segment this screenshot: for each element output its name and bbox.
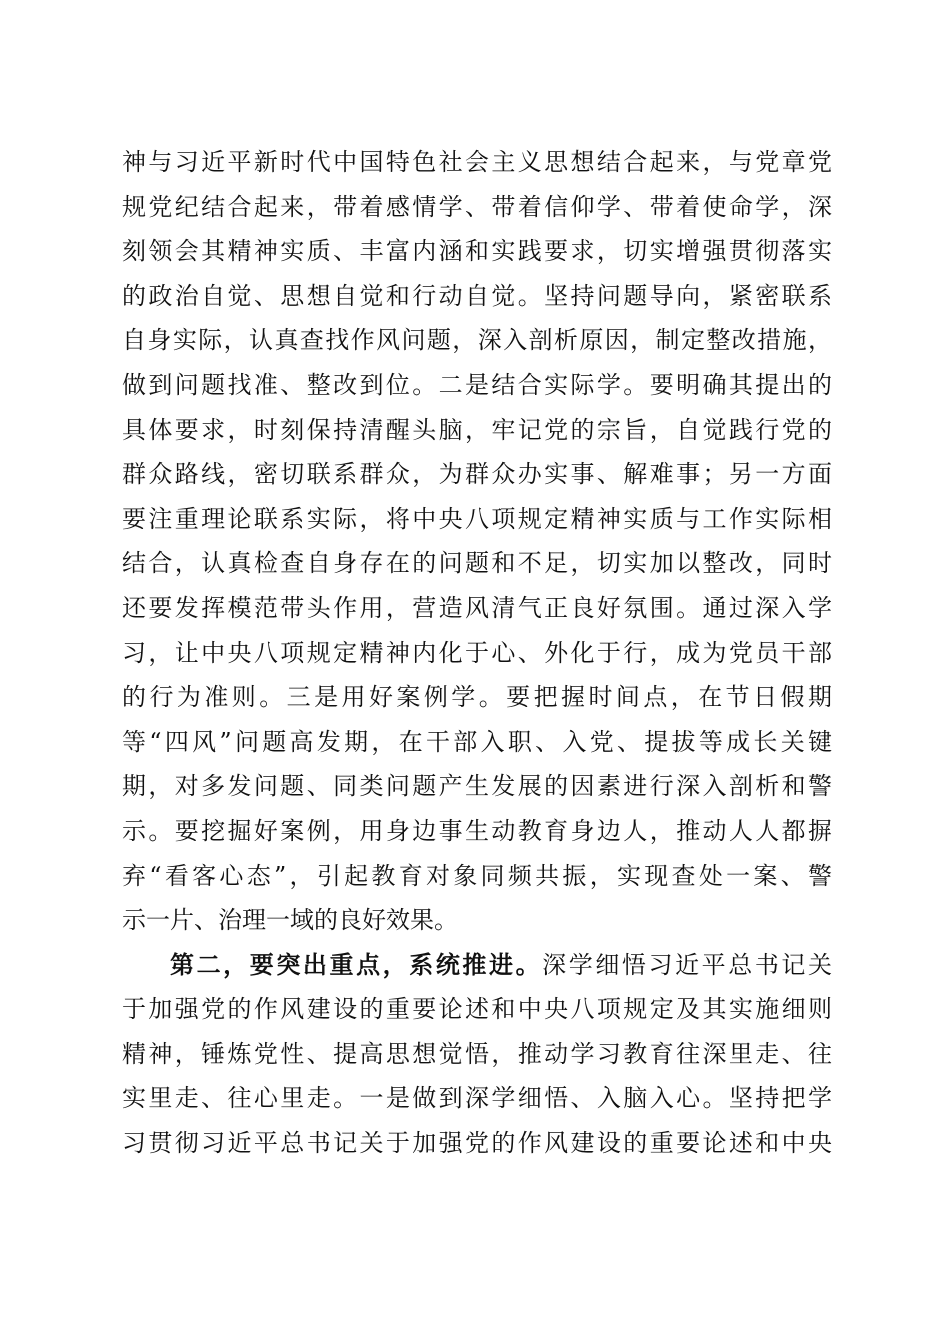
text-line: 自身实际，认真查找作风问题，深入剖析原因，制定整改措施， xyxy=(122,326,832,355)
paragraph-2-first-rest: 深学细悟习近平总书记关 xyxy=(542,950,833,979)
text-line: 的行为准则。三是用好案例学。要把握时间点，在节日假期 xyxy=(122,683,832,712)
text-line: 具体要求，时刻保持清醒头脑，牢记党的宗旨，自觉践行党的 xyxy=(122,415,832,444)
text-line: 于加强党的作风建设的重要论述和中央八项规定及其实施细则 xyxy=(122,995,832,1024)
text-line: 期，对多发问题、同类问题产生发展的因素进行深入剖析和警 xyxy=(122,772,832,801)
paragraph-end-line: 示一片、治理一域的良好效果。 xyxy=(122,906,458,935)
paragraph-2-heading: 第二，要突出重点，系统推进。 xyxy=(170,949,543,979)
text-line: 精神，锤炼党性、提高思想觉悟，推动学习教育往深里走、往 xyxy=(122,1039,832,1068)
text-line: 群众路线，密切联系群众，为群众办实事、解难事；另一方面 xyxy=(122,460,832,489)
text-line: 神与习近平新时代中国特色社会主义思想结合起来，与党章党 xyxy=(122,148,832,176)
text-line: 的政治自觉、思想自觉和行动自觉。坚持问题导向，紧密联系 xyxy=(122,281,832,310)
text-line: 做到问题找准、整改到位。二是结合实际学。要明确其提出的 xyxy=(122,370,832,399)
text-line: 弃“看客心态”，引起教育对象同频共振，实现查处一案、警 xyxy=(122,861,832,890)
text-line: 还要发挥模范带头作用，营造风清气正良好氛围。通过深入学 xyxy=(122,593,832,622)
paragraph-2-first-line xyxy=(122,943,832,988)
text-line: 结合，认真检查自身存在的问题和不足，切实加以整改，同时 xyxy=(122,549,832,578)
text-line: 要注重理论联系实际，将中央八项规定精神实质与工作实际相 xyxy=(122,504,832,533)
text-line: 习贯彻习近平总书记关于加强党的作风建设的重要论述和中央 xyxy=(122,1129,832,1158)
text-line: 规党纪结合起来，带着感情学、带着信仰学、带着使命学，深 xyxy=(122,192,832,221)
text-line: 刻领会其精神实质、丰富内涵和实践要求，切实增强贯彻落实 xyxy=(122,237,832,266)
text-line: 实里走、往心里走。一是做到深学细悟、入脑入心。坚持把学 xyxy=(122,1084,832,1113)
text-line: 习，让中央八项规定精神内化于心、外化于行，成为党员干部 xyxy=(122,638,832,667)
text-line: 等“四风”问题高发期，在干部入职、入党、提拔等成长关键 xyxy=(122,727,832,756)
text-line: 示。要挖掘好案例，用身边事生动教育身边人，推动人人都摒 xyxy=(122,816,832,845)
body-text xyxy=(122,140,832,1166)
